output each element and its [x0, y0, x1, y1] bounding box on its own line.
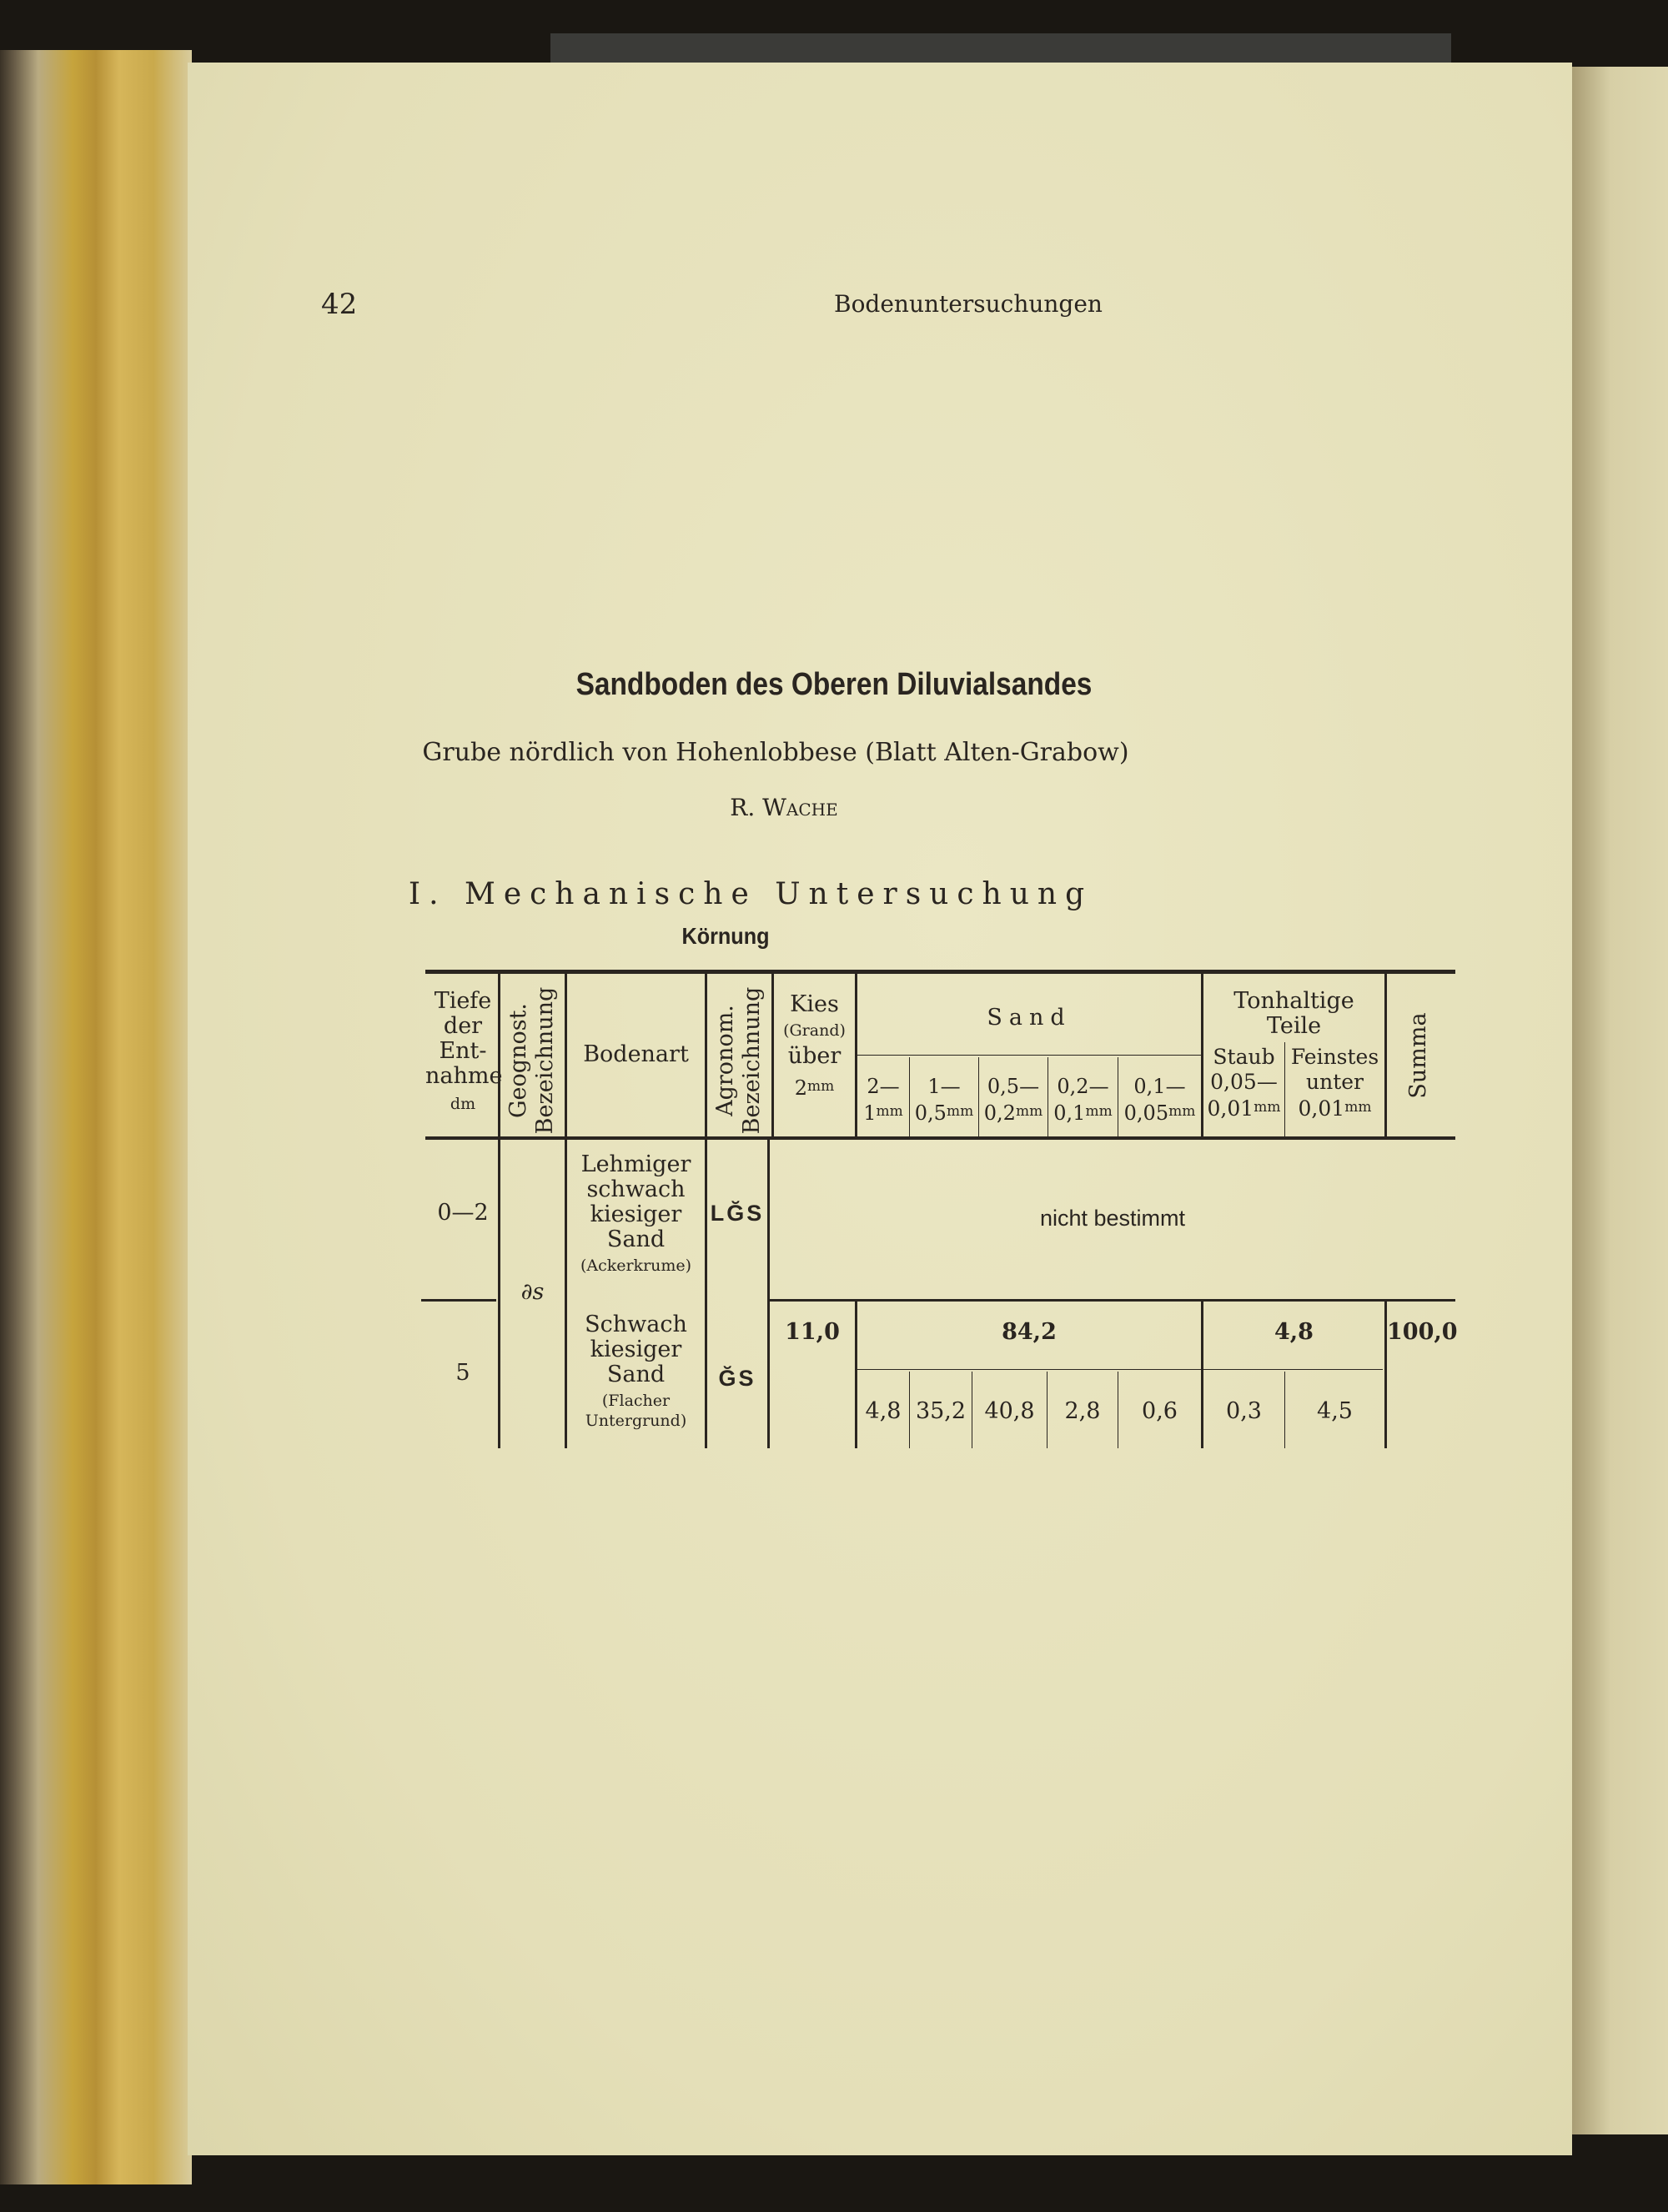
row1-tiefe: 0—2 [437, 1200, 489, 1226]
col-rule-12 [1384, 974, 1387, 1136]
row2-sand-5: 0,6 [1142, 1398, 1178, 1424]
header-kies: Kies (Grand) über $2^{mm}$ [783, 991, 846, 1100]
header-staub: Staub 0,05— $0,01^{mm}$ [1207, 1045, 1281, 1121]
header-sand-sub-3: 0,5— $0,2^{mm}$ [983, 1075, 1043, 1125]
col-rule-3 [705, 974, 707, 1136]
row2-kies: 11,0 [785, 1319, 840, 1345]
row2-sand-1: 4,8 [865, 1398, 902, 1424]
sand-sub-rule [857, 1055, 1201, 1056]
section-heading: I. Mechanische Untersuchung [408, 877, 1093, 911]
header-bottom-rule [425, 1136, 1455, 1140]
row2-tiefe: 5 [455, 1360, 470, 1386]
author: R. Wache [730, 794, 838, 821]
subtitle: Grube nördlich von Hohenlobbese (Blatt Alten-Grabow) [422, 738, 1129, 767]
row2-sand-4: 2,8 [1064, 1398, 1101, 1424]
header-sand-sub-1: 2— $1^{mm}$ [863, 1075, 903, 1125]
header-sand-sub-5: 0,1— $0,05^{mm}$ [1123, 1075, 1196, 1125]
header-agronom: Agronom. Bezeichnung [712, 986, 765, 1135]
body-rule-4 [767, 1140, 770, 1448]
row2-staub: 0,3 [1226, 1398, 1262, 1424]
row2-summa: 100,0 [1387, 1319, 1458, 1345]
row1-note: nicht bestimmt [1039, 1206, 1186, 1231]
running-head: Bodenuntersuchungen [834, 290, 1103, 318]
facing-page-edge [1572, 67, 1668, 2134]
header-sand-sub-4: 0,2— $0,1^{mm}$ [1053, 1075, 1113, 1125]
header-feinstes: Feinstes unter $0,01^{mm}$ [1290, 1045, 1379, 1121]
header-tonhaltige: Tonhaltige Teile [1233, 988, 1354, 1039]
ton-sub-rule-lower [1201, 1369, 1383, 1370]
header-tiefe: Tiefe der Ent- nahme dm [425, 988, 503, 1113]
table-top-rule [425, 970, 1455, 974]
book-spine [550, 33, 1451, 67]
header-sand: Sand [987, 1005, 1072, 1031]
header-sand-sub-2: 1— $0,5^{mm}$ [914, 1075, 974, 1125]
row2-sand-2: 35,2 [915, 1398, 967, 1424]
row2-agronom: ĞS [718, 1366, 756, 1391]
row1-agronom: LĞS [710, 1201, 765, 1226]
geognost-symbol: ∂s [520, 1279, 545, 1305]
row1-bodenart: Lehmiger schwach kiesiger Sand (Ackerkrume) [580, 1151, 692, 1275]
row2-feinstes: 4,5 [1317, 1398, 1353, 1424]
row-divider-rule-2 [769, 1299, 1455, 1302]
header-summa: Summa [1405, 1012, 1431, 1099]
sand-sub-rule-lower [857, 1369, 1201, 1370]
header-bodenart: Bodenart [583, 1041, 689, 1067]
page-title: Sandboden des Oberen Diluvialsandes [575, 667, 1093, 702]
row-divider-rule [421, 1299, 496, 1302]
row2-tonhaltige-total: 4,8 [1274, 1319, 1314, 1345]
book-page-edges [0, 50, 192, 2184]
row2-sand-3: 40,8 [984, 1398, 1035, 1424]
body-rule-3 [705, 1140, 707, 1448]
page-number: 42 [321, 288, 358, 321]
row2-sand-total: 84,2 [1002, 1319, 1057, 1345]
header-geognost: Geognost. Bezeichnung [505, 986, 558, 1135]
subsection-heading: Körnung [681, 923, 770, 949]
row2-bodenart: Schwach kiesiger Sand (Flacher Untergrund) [585, 1312, 687, 1430]
